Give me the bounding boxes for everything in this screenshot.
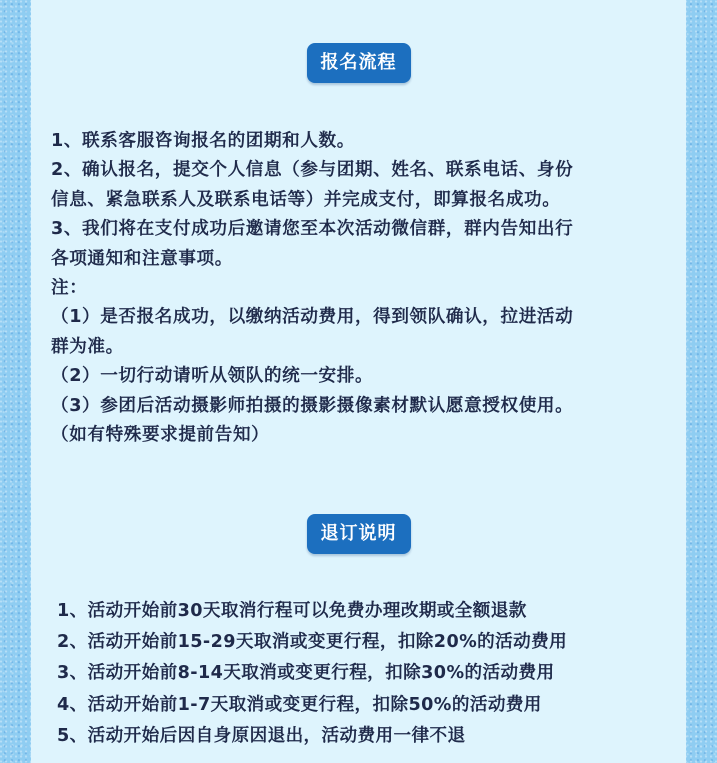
- refund-rules: [57, 596, 567, 752]
- content-card: [31, 0, 686, 763]
- signup-note-3-cont: （如有特殊要求提前告知）: [51, 425, 270, 446]
- signup-section-heading: 报名流程: [307, 43, 411, 83]
- refund-rule-2: 2、活动开始前15-29天取消或变更行程，扣除20%的活动费用: [57, 632, 568, 653]
- refund-section-heading: 退订说明: [307, 514, 411, 554]
- signup-note-1: （1）是否报名成功，以缴纳活动费用，得到领队确认，拉进活动: [51, 307, 574, 328]
- signup-steps: [51, 127, 573, 450]
- signup-step-3: 3、我们将在支付成功后邀请您至本次活动微信群，群内告知出行: [51, 219, 574, 240]
- refund-rule-3: 3、活动开始前8-14天取消或变更行程，扣除30%的活动费用: [57, 663, 555, 684]
- refund-rule-5: 5、活动开始后因自身原因退出，活动费用一律不退: [57, 725, 466, 746]
- signup-note-label: 注：: [51, 278, 88, 299]
- signup-step-2: 2、确认报名，提交个人信息（参与团期、姓名、联系电话、身份: [51, 160, 574, 181]
- signup-step-3-cont: 各项通知和注意事项。: [51, 248, 233, 269]
- signup-note-1-cont: 群为准。: [51, 336, 124, 357]
- signup-note-3: （3）参团后活动摄影师拍摄的摄影摄像素材默认愿意授权使用。: [51, 395, 574, 416]
- signup-step-2-cont: 信息、紧急联系人及联系电话等）并完成支付，即算报名成功。: [51, 189, 561, 210]
- refund-rule-4: 4、活动开始前1-7天取消或变更行程，扣除50%的活动费用: [57, 694, 542, 715]
- signup-step-1: 1、联系客服咨询报名的团期和人数。: [51, 131, 355, 151]
- refund-rule-1: 1、活动开始前30天取消行程可以免费办理改期或全额退款: [57, 601, 527, 621]
- signup-note-2: （2）一切行动请听从领队的统一安排。: [51, 366, 374, 387]
